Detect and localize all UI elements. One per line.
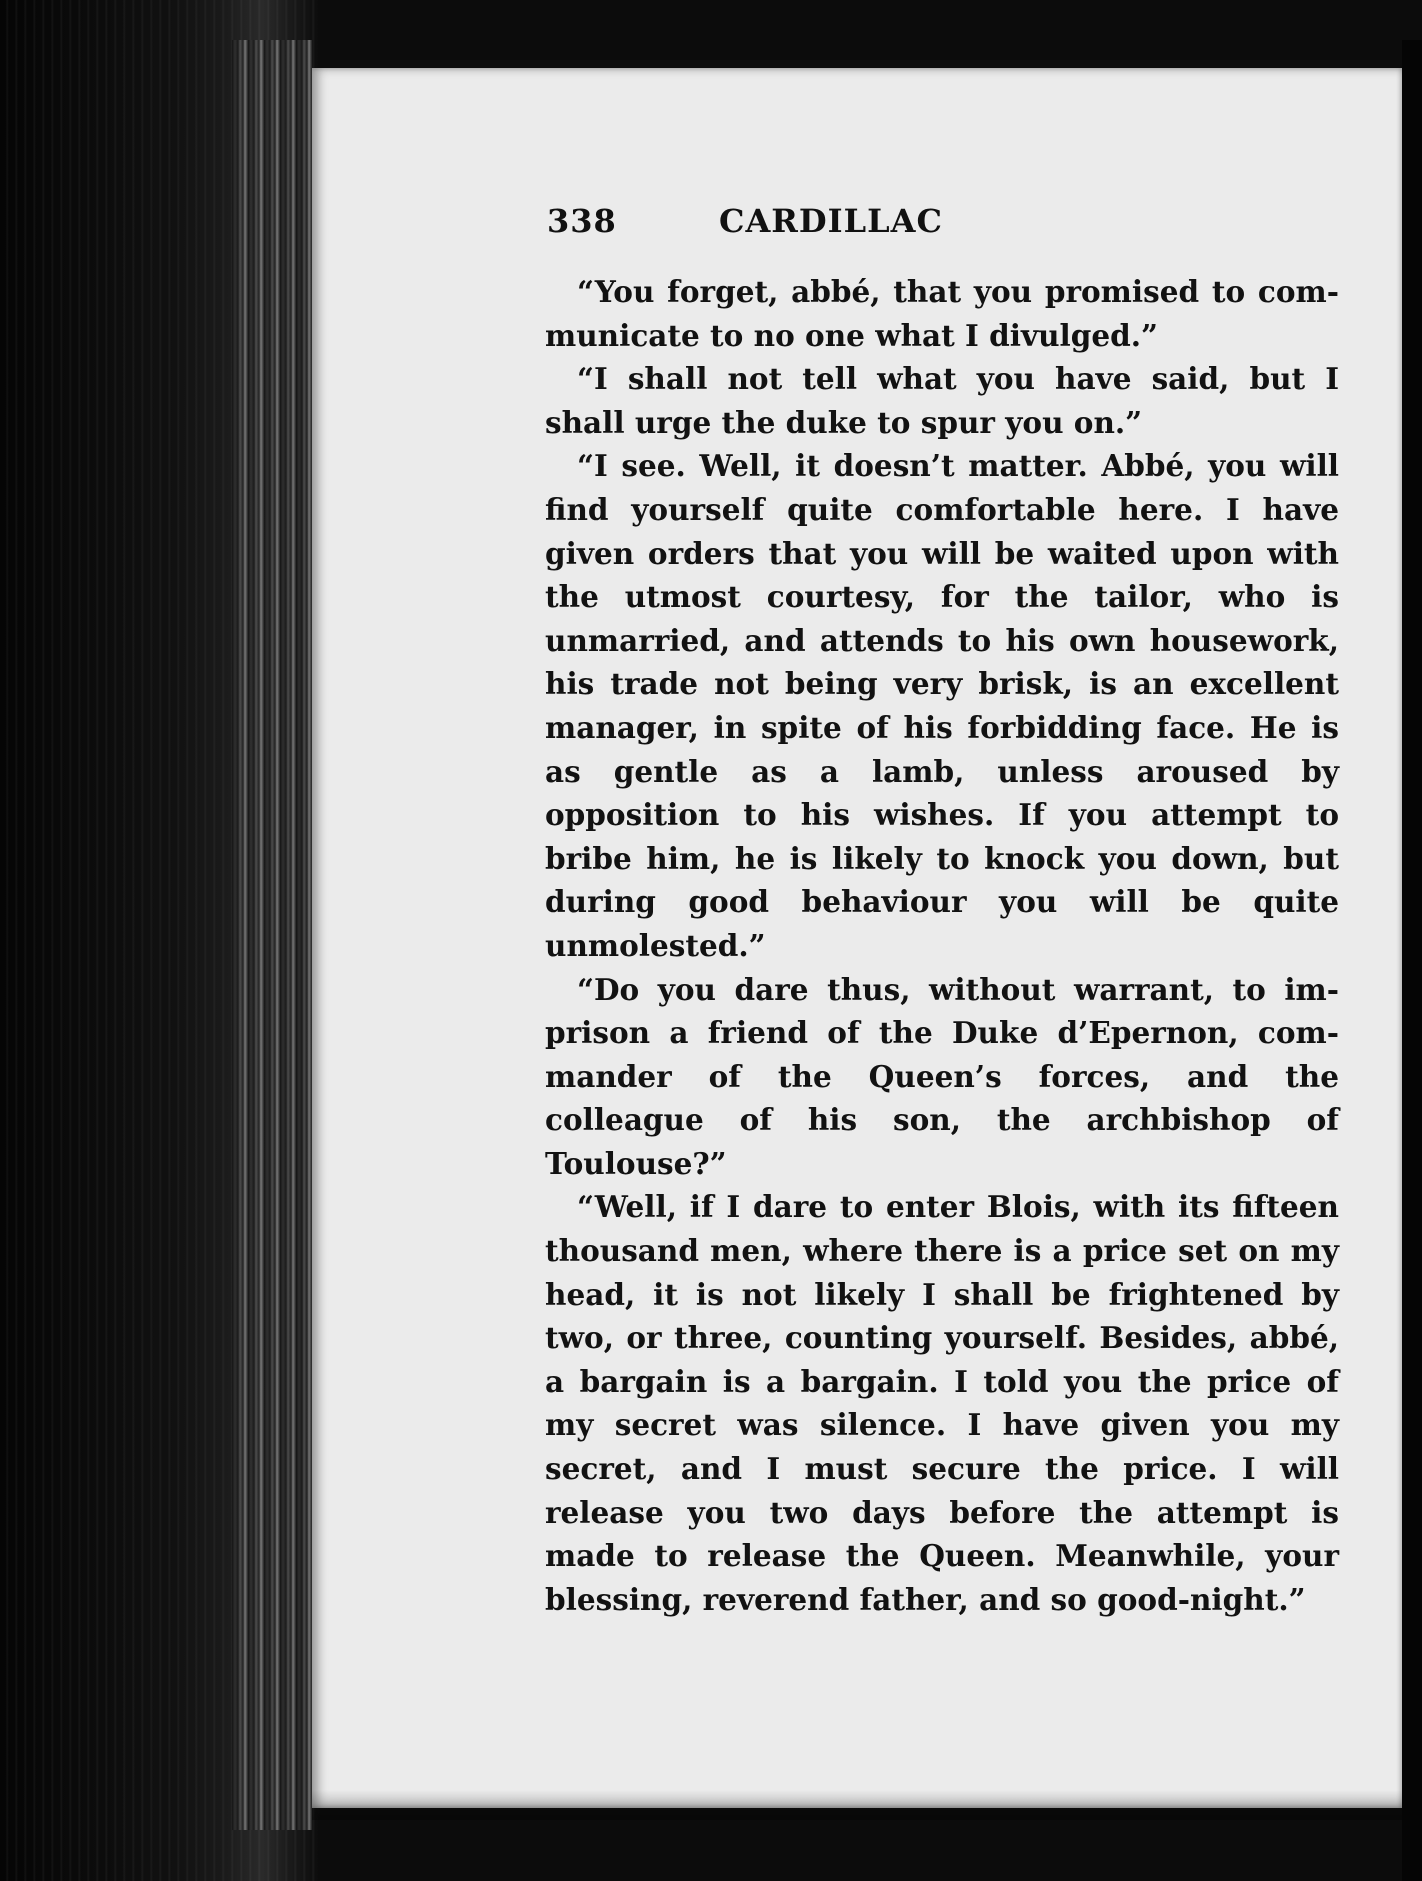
paragraph: “I see. Well, it doesn’t matter. Abbé, you will find yourself quite comfortable here. I have given orders that you will be waited upon with the utmost courtesy, for the tailor, who is unmarried, and attends to his own housework, his trade not being very brisk, is an excellent manager, in spite of his forbidding face. He is as gentle as a lamb, unless aroused by opposition to his wishes. If you attempt to bribe him, he is likely to knock you down, but during good behaviour you will be quite unmolested.” xyxy=(545,448,1339,963)
paragraph: “Well, if I dare to enter Blois, with its fifteen thousand men, where there is a price set on my head, it is not likely I shall be frightened by two, or three, counting yourself. Besides, abbé, a bargain is a bargain. I told you the price of my secret was silence. I have given you my secret, and I must secure the price. I will release you two days before the attempt is made to release the Queen. Meanwhile, your blessing, reverend father, and so good-night.” xyxy=(545,1189,1339,1617)
paragraph: “I shall not tell what you have said, but I shall urge the duke to spur you on.” xyxy=(545,361,1339,440)
paragraph: “Do you dare thus, without warrant, to imprison a friend of the Duke d’Epernon, commander of the Queen’s forces, and the colleague of his son, the archbishop of Toulouse?” xyxy=(545,971,1339,1181)
page-header xyxy=(547,202,1347,252)
body-text xyxy=(545,270,1339,1621)
scan-right-edge xyxy=(1402,40,1422,1881)
page-number: 338 xyxy=(547,202,617,240)
book-binding-edge xyxy=(232,40,312,1830)
page-bottom-shadow xyxy=(312,1790,1402,1820)
running-head: CARDILLAC xyxy=(719,202,943,240)
paragraph: “You forget, abbé, that you promised to communicate to no one what I divulged.” xyxy=(545,274,1339,353)
